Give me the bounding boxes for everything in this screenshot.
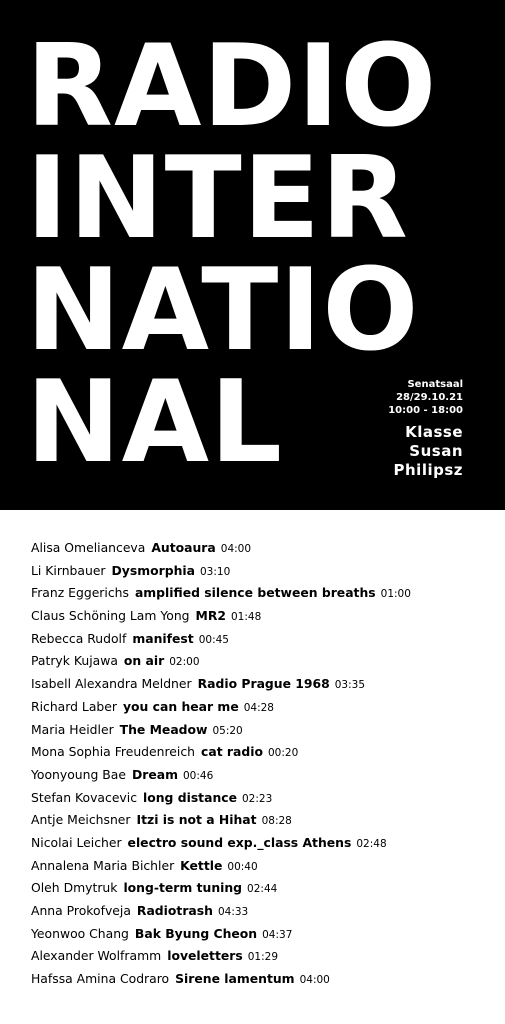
work-title: loveletters xyxy=(167,948,243,964)
artist-name: Li Kirnbauer xyxy=(31,562,106,578)
artist-name: Antje Meichsner xyxy=(31,812,131,828)
work-title: Autoaura xyxy=(151,540,216,555)
work-title: you can hear me xyxy=(122,698,239,714)
artist-name: Richard Laber xyxy=(31,698,117,714)
work-duration: 03:10 xyxy=(199,565,231,578)
program-row xyxy=(31,719,501,742)
artist-name: Nicolai Leicher xyxy=(31,834,122,850)
work-title: cat radio xyxy=(201,744,263,760)
program-row xyxy=(31,650,501,673)
work-title: electro sound exp._class Athens xyxy=(127,834,352,850)
event-dates: 28/29.10.21 xyxy=(396,392,463,403)
artist-name: Rebecca Rudolf xyxy=(31,630,127,646)
work-duration: 02:23 xyxy=(242,792,273,805)
program-row xyxy=(31,741,501,764)
artist-name: Isabell Alexandra Meldner xyxy=(31,676,192,692)
work-title: Radio Prague 1968 xyxy=(197,676,330,692)
artist-name: Hafssa Amina Codraro xyxy=(31,971,170,987)
work-title: on air xyxy=(123,653,165,669)
program-row xyxy=(31,582,501,605)
work-title: Kettle xyxy=(180,857,223,873)
work-duration: 04:28 xyxy=(243,701,274,714)
work-title: long distance xyxy=(143,789,237,805)
artist-name: Yoonyoung Bae xyxy=(31,766,126,782)
program-row xyxy=(31,560,501,583)
artist-name: Yeonwoo Chang xyxy=(31,925,129,941)
title-line-1: RADIO xyxy=(26,20,438,152)
program-row xyxy=(31,673,501,696)
work-title: MR2 xyxy=(195,608,226,624)
work-duration: 00:40 xyxy=(227,860,258,873)
artist-name: Claus Schöning Lam Yong xyxy=(31,608,190,624)
artist-name: Alexander Wolframm xyxy=(31,948,162,964)
class-label: Klasse xyxy=(405,423,463,441)
artist-name: Oleh Dmytruk xyxy=(31,880,118,896)
work-duration: 04:00 xyxy=(220,543,252,555)
work-title: Bak Byung Cheon xyxy=(134,925,258,941)
event-info xyxy=(343,378,463,480)
venue: Senatsaal xyxy=(407,379,463,390)
work-duration: 04:37 xyxy=(262,928,293,941)
work-duration: 02:44 xyxy=(247,883,278,896)
artist-name: Patryk Kujawa xyxy=(31,653,118,669)
artist-name: Annalena Maria Bichler xyxy=(31,857,175,873)
work-duration: 04:33 xyxy=(217,906,249,918)
program-row xyxy=(31,945,501,968)
artist-name: Stefan Kovacevic xyxy=(31,789,137,805)
work-title: Dysmorphia xyxy=(111,562,195,578)
work-title: The Meadow xyxy=(119,721,208,737)
work-title: Itzi is not a Hihat xyxy=(136,812,257,828)
program-row xyxy=(31,968,501,991)
work-title: Sirene lamentum xyxy=(175,971,295,987)
work-title: Dream xyxy=(131,766,178,782)
work-duration: 00:20 xyxy=(267,747,299,760)
artist-name: Maria Heidler xyxy=(31,721,114,737)
professor-first-name: Susan xyxy=(409,442,463,460)
artist-name: Anna Prokofveja xyxy=(31,903,131,918)
work-duration: 01:29 xyxy=(247,951,278,964)
program-row xyxy=(31,923,501,946)
work-duration: 03:35 xyxy=(334,679,365,692)
artist-name: Franz Eggerichs xyxy=(31,585,129,601)
work-duration: 05:20 xyxy=(212,724,243,737)
work-duration: 02:48 xyxy=(356,837,387,850)
work-duration: 02:00 xyxy=(169,656,200,669)
program-row xyxy=(31,809,501,832)
title-line-4: NAL xyxy=(26,356,284,488)
program-row xyxy=(31,537,501,560)
work-duration: 00:45 xyxy=(198,633,229,646)
program-row xyxy=(31,696,501,719)
artist-name: Alisa Omelianceva xyxy=(31,540,146,555)
event-hours: 10:00 - 18:00 xyxy=(388,405,463,416)
work-title: manifest xyxy=(132,630,194,646)
work-duration: 04:00 xyxy=(299,974,330,987)
work-title: long-term tuning xyxy=(123,880,243,896)
work-title: amplified silence between breaths xyxy=(134,585,376,601)
work-duration: 08:28 xyxy=(261,815,292,828)
work-duration: 01:48 xyxy=(231,611,262,624)
work-title: Radiotrash xyxy=(136,903,213,918)
program-list xyxy=(31,537,501,991)
program-row xyxy=(31,605,501,628)
work-duration: 01:00 xyxy=(380,588,411,601)
professor-last-name: Philipsz xyxy=(393,461,463,479)
program-row xyxy=(31,764,501,787)
artist-name: Mona Sophia Freudenreich xyxy=(31,744,196,760)
program-row xyxy=(31,855,501,878)
program-row xyxy=(31,900,501,923)
program-row xyxy=(31,787,501,810)
work-duration: 00:46 xyxy=(182,769,214,782)
program-row xyxy=(31,832,501,855)
title-line-3: NATIO xyxy=(26,244,420,376)
program-row xyxy=(31,877,501,900)
title-line-2: INTER xyxy=(26,132,409,264)
program-row xyxy=(31,628,501,651)
title-block xyxy=(0,0,505,510)
